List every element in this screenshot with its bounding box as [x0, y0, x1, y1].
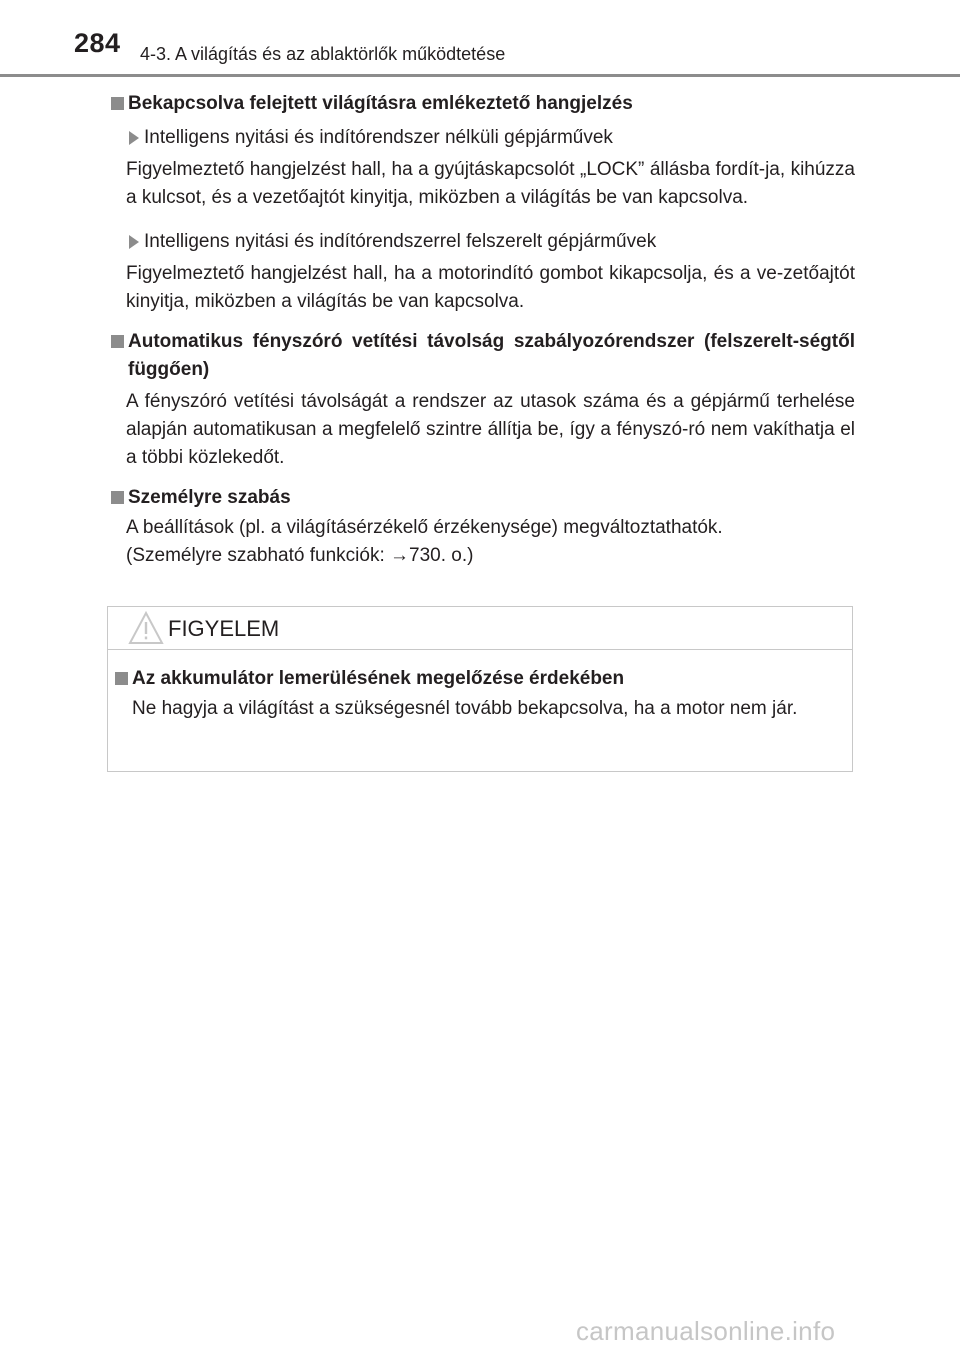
subheading: Intelligens nyitási és indítórendszer nélküli gépjárművek [126, 124, 855, 152]
warning-triangle-icon [128, 611, 164, 645]
main-content [110, 90, 855, 570]
paragraph: Figyelmeztető hangjelzést hall, ha a gyújtáskapcsolót „LOCK” állásba fordít-ja, kihúzza a kulcsot, és a vezetőajtót kinyitja, miközben a világítás be van kapcsolva. [126, 159, 855, 208]
page-number: 284 [74, 28, 121, 58]
triangle-bullet-icon [129, 235, 139, 249]
section-heading: Bekapcsolva felejtett világításra emlékeztető hangjelzés [110, 90, 855, 118]
warning-text: Ne hagyja a világítást a szükségesnél tovább bekapcsolva, ha a motor nem jár. [132, 698, 798, 719]
warning-body [114, 665, 844, 723]
warning-heading: Az akkumulátor lemerülésének megelőzése érdekében [114, 665, 844, 693]
paragraph: A fényszóró vetítési távolságát a rendszer az utasok száma és a gépjármű terhelése alapján automatikusan a megfelelő szintre állítja be, így a fényszó-ró nem vakíthatja el a többi közlekedőt. [126, 391, 855, 468]
square-bullet-icon [111, 491, 124, 504]
warning-header [108, 607, 852, 650]
section-heading: Automatikus fényszóró vetítési távolság szabályozórendszer (felszerelt-ségtől függően) [110, 328, 855, 384]
watermark: carmanualsonline.info [576, 1316, 836, 1346]
warning-box [107, 606, 853, 772]
triangle-bullet-icon [129, 131, 139, 145]
header-rule [0, 74, 960, 77]
section-heading: Személyre szabás [110, 484, 855, 512]
square-bullet-icon [115, 672, 128, 685]
section-title: 4-3. A világítás és az ablaktörlők működtetése [140, 44, 506, 64]
square-bullet-icon [111, 335, 124, 348]
paragraph: Figyelmeztető hangjelzést hall, ha a motorindító gombot kikapcsolja, és a ve-zetőajtót kinyitja, miközben a világítás be van kapcsolva. [126, 263, 855, 312]
paragraph: (Személyre szabható funkciók: →730. o.) [126, 545, 474, 566]
square-bullet-icon [111, 97, 124, 110]
page-header [0, 0, 960, 80]
warning-title: FIGYELEM [168, 616, 280, 641]
paragraph: A beállítások (pl. a világításérzékelő érzékenysége) megváltoztathatók. [126, 517, 723, 538]
subheading: Intelligens nyitási és indítórendszerrel felszerelt gépjárművek [126, 228, 855, 256]
